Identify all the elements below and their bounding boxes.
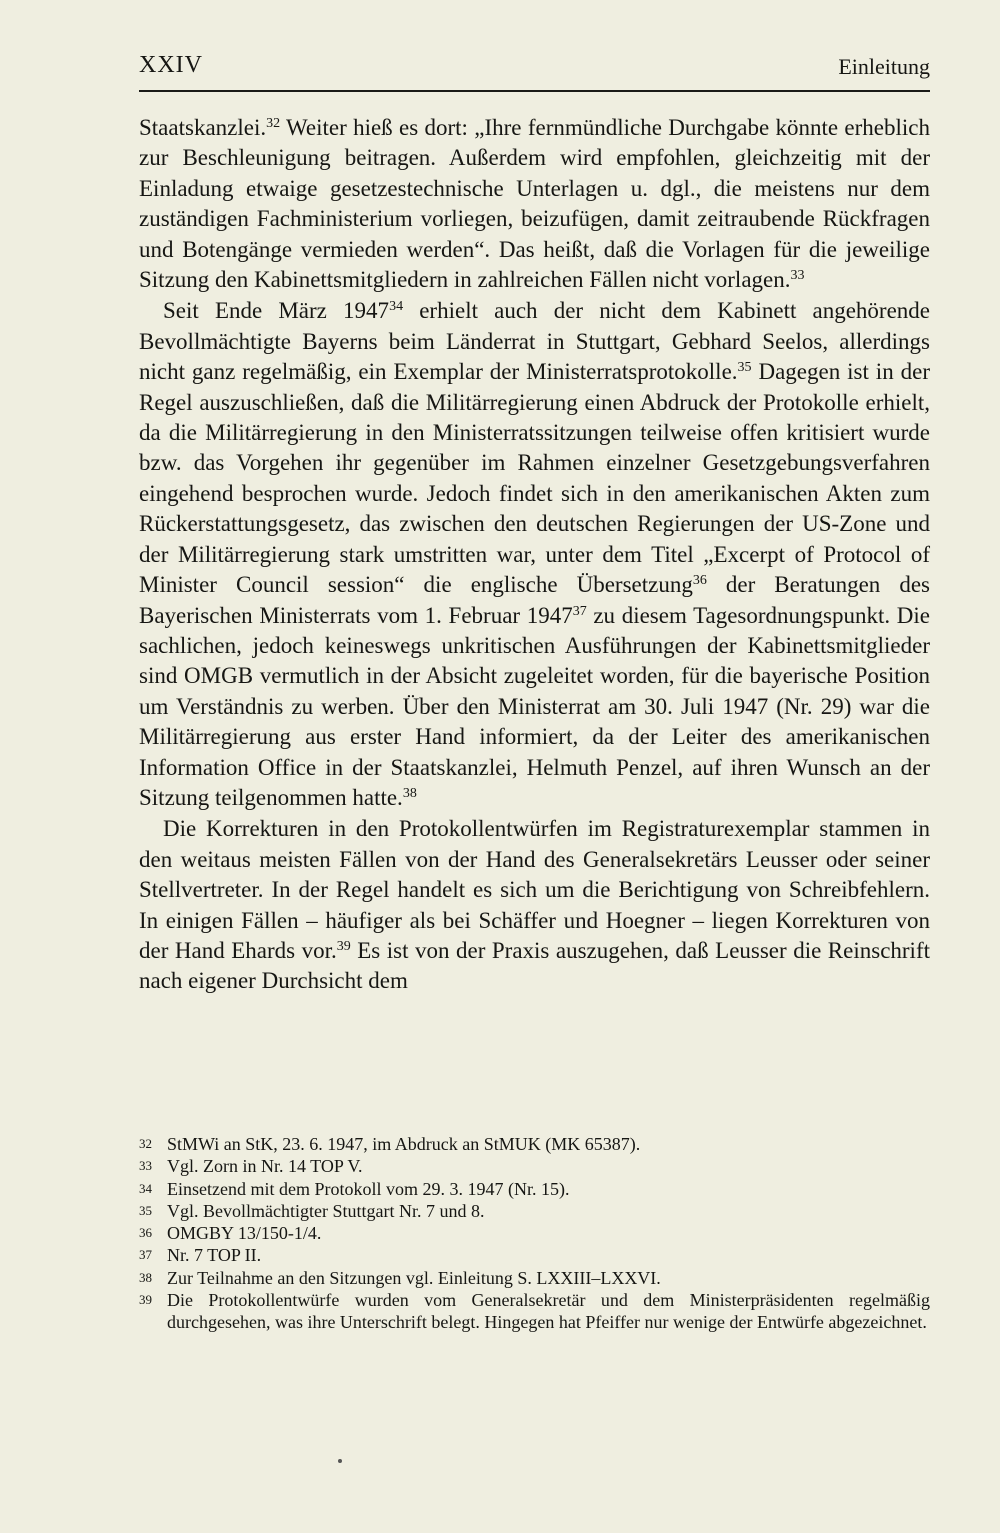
footnote-text: OMGBY 13/150-1/4. [167, 1223, 322, 1244]
footnote-number: 39 [139, 1292, 152, 1308]
footnote-text: StMWi an StK, 23. 6. 1947, im Abdruck an StMUK (MK 65387). [167, 1134, 641, 1154]
footnote-number: 32 [139, 1136, 152, 1151]
footnote-number: 38 [139, 1269, 152, 1285]
main-text [139, 113, 930, 997]
footnote-37 [139, 1244, 930, 1266]
footnote-number: 37 [139, 1247, 152, 1263]
footnote-ref-36: 36 [692, 573, 707, 589]
header-rule [139, 90, 930, 92]
footnote-ref-35: 35 [737, 360, 752, 376]
text-run: Es ist von der Praxis auszugehen, daß Leusser die Reinschrift nach eigener Durchsicht dem [139, 937, 930, 994]
footnote-text: Vgl. Zorn in Nr. 14 TOP V. [167, 1156, 363, 1177]
footnote-34 [139, 1178, 930, 1200]
footnote-ref-32: 32 [266, 116, 281, 131]
text-run: Seit Ende März 1947 [163, 298, 390, 324]
section-title: Einleitung [838, 54, 930, 79]
footnote-ref-33: 33 [790, 268, 805, 284]
text-run: Staatskanzlei. [139, 115, 267, 140]
footnote-text: Vgl. Bevollmächtigter Stuttgart Nr. 7 und 8. [167, 1200, 485, 1221]
paragraph-2 [139, 296, 930, 813]
footnotes [139, 1133, 930, 1334]
text-run: zu diesem Tagesordnungspunkt. Die sachlichen, jedoch keineswegs unkritischen Ausführungen der Kabinettsmitglieder sind OMGB vermutlich in der Absicht zugeleitet worden, für die bayerische Position um Verständnis zu werben. Über den Ministerrat am 30. Juli 1947 (Nr. 29) war die Militärregierung aus erster Hand informiert, da der Leiter des amerikanischen Information Office in der Staatskanzlei, Helmuth Penzel, auf ihren Wunsch an der Sitzung teilgenommen hatte. [139, 602, 930, 810]
text-run: erhielt auch der nicht dem Kabinett angehörende Bevollmächtigte Bayerns beim Länderrat in Stuttgart, Gebhard Seelos, allerdings nicht ganz regelmäßig, ein Exemplar der Ministerratsprotokolle. [139, 298, 930, 385]
text-run: Die Korrekturen in den Protokollentwürfen im Registraturexemplar stammen in den weitaus meisten Fällen von der Hand des Generalsekretärs Leusser oder seiner Stellvertreter. In der Regel handelt es sich um die Berichtigung von Schreibfehlern. In einigen Fällen – häufiger als bei Schäffer und Hoegner – liegen Korrekturen von der Hand Ehards vor. [139, 816, 930, 963]
print-speck [338, 1459, 342, 1463]
footnote-number: 35 [139, 1202, 152, 1218]
text-run: Weiter hieß es dort: „Ihre fernmündliche Durchgabe könnte erheblich zur Beschleunigung beitragen. Außerdem wird empfohlen, gleichzeitig mit der Einladung etwaige gesetzestechnische Unterlagen u. dgl., die meistens nur dem zuständigen Fachministerium vorliegen, beizufügen, damit zeitraubende Rückfragen und Botengänge vermieden werden“. Das heißt, daß die Vorlagen für die jeweilige Sitzung den Kabinettsmitgliedern in zahlreichen Fällen nicht vorlagen. [139, 115, 930, 293]
footnote-33 [139, 1155, 930, 1177]
footnote-ref-37: 37 [572, 603, 587, 619]
footnote-text: Einsetzend mit dem Protokoll vom 29. 3. 1947 (Nr. 15). [167, 1178, 570, 1199]
text-run: der Beratungen des Bayerischen Ministerrats vom 1. Februar 1947 [139, 572, 930, 628]
footnote-ref-38: 38 [402, 785, 417, 801]
footnote-text: Die Protokollentwürfe wurden vom Generalsekretär und dem Ministerpräsidenten regelmäßig durchgesehen, was ihre Unterschrift belegt. Hingegen hat Pfeiffer nur wenige der Entwürfe abgezeichnet. [167, 1290, 930, 1333]
footnote-39 [139, 1289, 930, 1334]
paragraph-3 [139, 814, 930, 996]
footnote-text: Zur Teilnahme an den Sitzungen vgl. Einleitung S. LXXIII–LXXVI. [167, 1267, 661, 1288]
footnote-number: 36 [139, 1225, 152, 1241]
paragraph-1 [139, 113, 930, 295]
footnote-35 [139, 1200, 930, 1222]
footnote-32 [139, 1133, 930, 1155]
footnote-ref-34: 34 [389, 299, 404, 315]
page-number: XXIV [139, 52, 203, 78]
footnote-ref-39: 39 [336, 938, 351, 954]
running-header [139, 52, 930, 92]
text-run: Dagegen ist in der Regel auszuschließen, daß die Militärregierung einen Abdruck der Protokolle erhielt, da die Militärregierung in den Ministerratssitzungen teilweise offen kritisiert wurde bzw. das Vorgehen ihr gegenüber im Rahmen einzelner Gesetzgebungsverfahren eingehend besprochen wurde. Jedoch findet sich in den amerikanischen Akten zum Rückerstattungsgesetz, das zwischen den deutschen Regierungen der US-Zone und der Militärregierung stark umstritten war, unter dem Titel „Excerpt of Protocol of Minister Council session“ die englische Übersetzung [139, 359, 930, 598]
footnote-text: Nr. 7 TOP II. [167, 1245, 262, 1266]
footnote-number: 33 [139, 1158, 152, 1174]
footnote-number: 34 [139, 1180, 152, 1196]
footnote-36 [139, 1222, 930, 1244]
footnote-38 [139, 1267, 930, 1289]
